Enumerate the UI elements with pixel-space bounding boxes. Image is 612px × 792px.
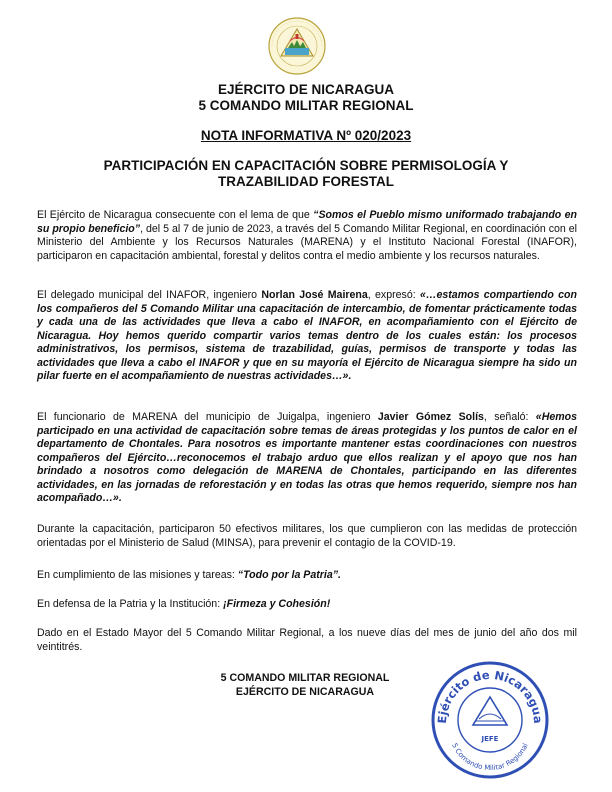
unit-name: 5 COMANDO MILITAR REGIONAL xyxy=(198,98,414,113)
paragraph-5: En cumplimiento de las misiones y tareas: “Todo por la Patria”. xyxy=(37,569,341,581)
paragraph-1: El Ejército de Nicaragua consecuente con el lema de que “Somos el Pueblo mismo uniformado trabajando en su propio beneficio”, del 5 al 7 de junio de 2023, a través del 5 Comando Militar Regional, en coordinación con el Ministerio del Ambiente y los Recursos Naturales (MARENA) y el Instituto Nacional Forestal (INAFOR), participaron en capacitación ambiental, forestal y delitos contra el medio ambiente y los recursos naturales. xyxy=(37,209,577,262)
signature-org: EJÉRCITO DE NICARAGUA xyxy=(235,686,375,698)
marena-official-name: Javier Gómez Solís xyxy=(377,411,484,423)
nicaragua-coat-of-arms-icon xyxy=(262,14,332,78)
svg-text:5 Comando Militar Regional: 5 Comando Militar Regional xyxy=(450,741,530,773)
svg-text:JEFE: JEFE xyxy=(481,735,499,743)
official-stamp-icon xyxy=(429,659,551,781)
paragraph-7: Dado en el Estado Mayor del 5 Comando Militar Regional, a los nueve días del mes de junio del año dos mil veintitrés. xyxy=(37,627,577,653)
paragraph-3: El funcionario de MARENA del municipio de Juigalpa, ingeniero Javier Gómez Solís, señaló: «Hemos participado en una actividad de capacitación sobre temas de áreas protegidas y los puntos de calor en el departamento de Chontales. Para nosotros es importante mantener estas coordinaciones con nuestros compañeros del Ejército…reconocemos el trabajo arduo que ellos realizan y el apoyo que nos han brindado a nosotros como delegación de MARENA de Chontales, participando en las diferentes actividades, en las jornadas de reforestación y en todas las otras que hemos requerido, siempre nos han acompañado…». xyxy=(37,411,578,504)
motto-firmeza-cohesion: ¡Firmeza y Cohesión! xyxy=(223,598,331,610)
motto-todo-por-la-patria: “Todo por la Patria”. xyxy=(237,569,341,581)
paragraph-2: El delegado municipal del INAFOR, ingeniero Norlan José Mairena, expresó: «…estamos compartiendo con los compañeros del 5 Comando Militar una capacitación de intercambio, de fomentar prácticamente todas y cada una de las actividades que lleva a cabo el INAFOR, en acompañamiento con el Ejército de Nicaragua. Hoy hemos querido compartir varios temas dentro de los cuales están: los procesos administrativos, los permisos, sistema de trazabilidad, guías, permisos de transporte y todas las actividades que lleva a cabo el INAFOR y que en su mayoría el Ejército de Nicaragua siempre ha sido un pilar fuerte en el acompañamiento de nuestras actividades…». xyxy=(37,289,577,382)
note-number: NOTA INFORMATIVA Nº 020/2023 xyxy=(200,128,412,143)
army-slogan: “Somos el Pueblo mismo uniformado trabajando en su propio beneficio” xyxy=(37,209,577,235)
inafor-delegate-name: Norlan José Mairena xyxy=(261,289,368,301)
document-title: PARTICIPACIÓN EN CAPACITACIÓN SOBRE PERMISOLOGÍA Y TRAZABILIDAD FORESTAL xyxy=(103,158,509,189)
signature-unit: 5 COMANDO MILITAR REGIONAL xyxy=(220,672,390,684)
svg-text:Ejército de Nicaragua: Ejército de Nicaragua xyxy=(434,667,546,724)
paragraph-4: Durante la capacitación, participaron 50 efectivos militares, los que cumplieron con las medidas de protección orientadas por el Ministerio de Salud (MINSA), para prevenir el contagio de la COVID-19. xyxy=(37,523,577,549)
organization-name: EJÉRCITO DE NICARAGUA xyxy=(217,82,395,97)
paragraph-6: En defensa de la Patria y la Institución: ¡Firmeza y Cohesión! xyxy=(37,598,331,610)
